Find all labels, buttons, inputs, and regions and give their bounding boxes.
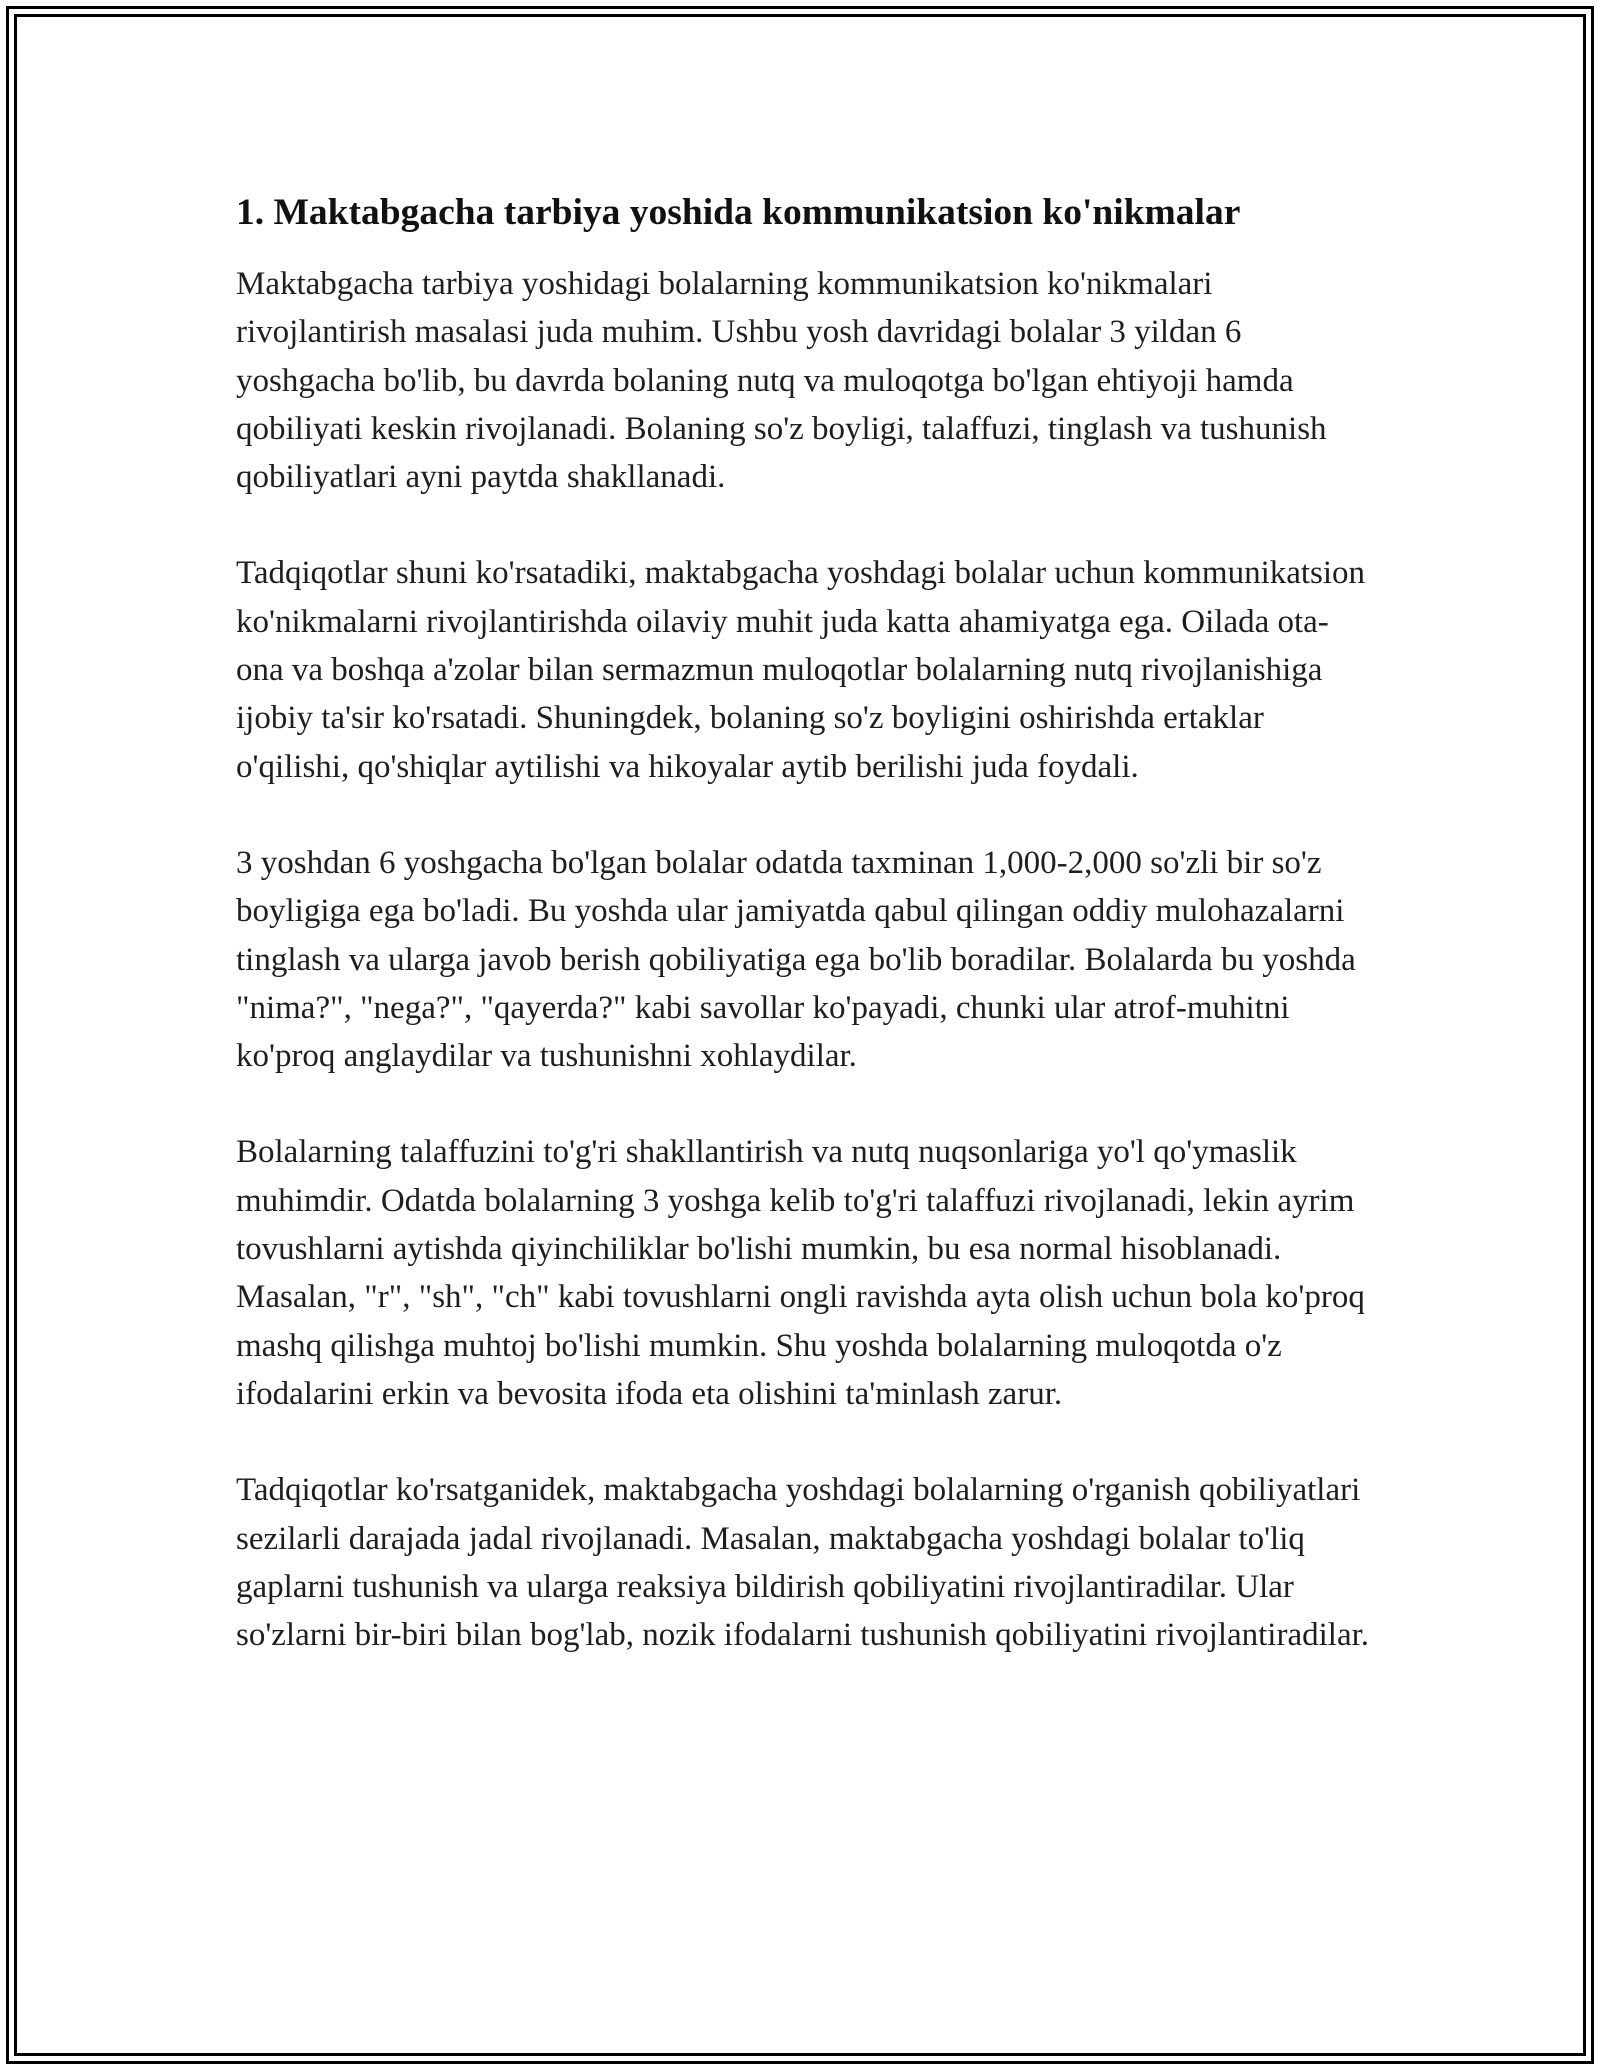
paragraph: Tadqiqotlar shuni ko'rsatadiki, maktabgacha yoshdagi bolalar uchun kommunikatsion ko'nikmalarni rivojlantirishda oilaviy muhit juda katta ahamiyatga ega. Oilada ota-ona va boshqa a'zolar bilan sermazmun muloqotlar bolalarning nutq rivojlanishiga ijobiy ta'sir ko'rsatadi. Shuningdek, bolaning so'z boyligini oshirishda ertaklar o'qilishi, qo'shiqlar aytilishi va hikoyalar aytib berilishi juda foydali. — [236, 555, 1366, 785]
document-body — [236, 185, 1376, 1659]
paragraph: Maktabgacha tarbiya yoshidagi bolalarning kommunikatsion ko'nikmalari rivojlantirish masalasi juda muhim. Ushbu yosh davridagi bolalar 3 yildan 6 yoshgacha bo'lib, bu davrda bolaning nutq va muloqotga bo'lgan ehtiyoji hamda qobiliyati keskin rivojlanadi. Bolaning so'z boyligi, talaffuzi, tinglash va tushunish qobiliyatlari ayni paytda shakllanadi. — [236, 266, 1327, 496]
paragraph: 3 yoshdan 6 yoshgacha bo'lgan bolalar odatda taxminan 1,000-2,000 so'zli bir so'z boyligiga ega bo'ladi. Bu yoshda ular jamiyatda qabul qilingan oddiy mulohazalarni tinglash va ularga javob berish qobiliyatiga ega bo'lib boradilar. Bolalarda bu yoshda "nima?", "nega?", "qayerda?" kabi savollar ko'payadi, chunki ular atrof-muhitni ko'proq anglaydilar va tushunishni xohlaydilar. — [236, 844, 1356, 1075]
section-heading: 1. Maktabgacha tarbiya yoshida kommunikatsion ko'nikmalar — [236, 192, 1241, 233]
paragraph: Tadqiqotlar ko'rsatganidek, maktabgacha yoshdagi bolalarning o'rganish qobiliyatlari sezilarli darajada jadal rivojlanadi. Masalan, maktabgacha yoshdagi bolalar to'liq gaplarni tushunish va ularga reaksiya bildirish qobiliyatini rivojlantiradilar. Ular so'zlarni bir-biri bilan bog'lab, nozik ifodalarni tushunish qobiliyatini rivojlantiradilar. — [236, 1472, 1370, 1654]
paragraph: Bolalarning talaffuzini to'g'ri shakllantirish va nutq nuqsonlariga yo'l qo'ymaslik muhimdir. Odatda bolalarning 3 yoshga kelib to'g'ri talaffuzi rivojlanadi, lekin ayrim tovushlarni aytishda qiyinchiliklar bo'lishi mumkin, bu esa normal hisoblanadi. Masalan, "r", "sh", "ch" kabi tovushlarni ongli ravishda ayta olish uchun bola ko'proq mashq qilishga muhtoj bo'lishi mumkin. Shu yoshda bolalarning muloqotda o'z ifodalarini erkin va bevosita ifoda eta olishini ta'minlash zarur. — [236, 1134, 1365, 1412]
